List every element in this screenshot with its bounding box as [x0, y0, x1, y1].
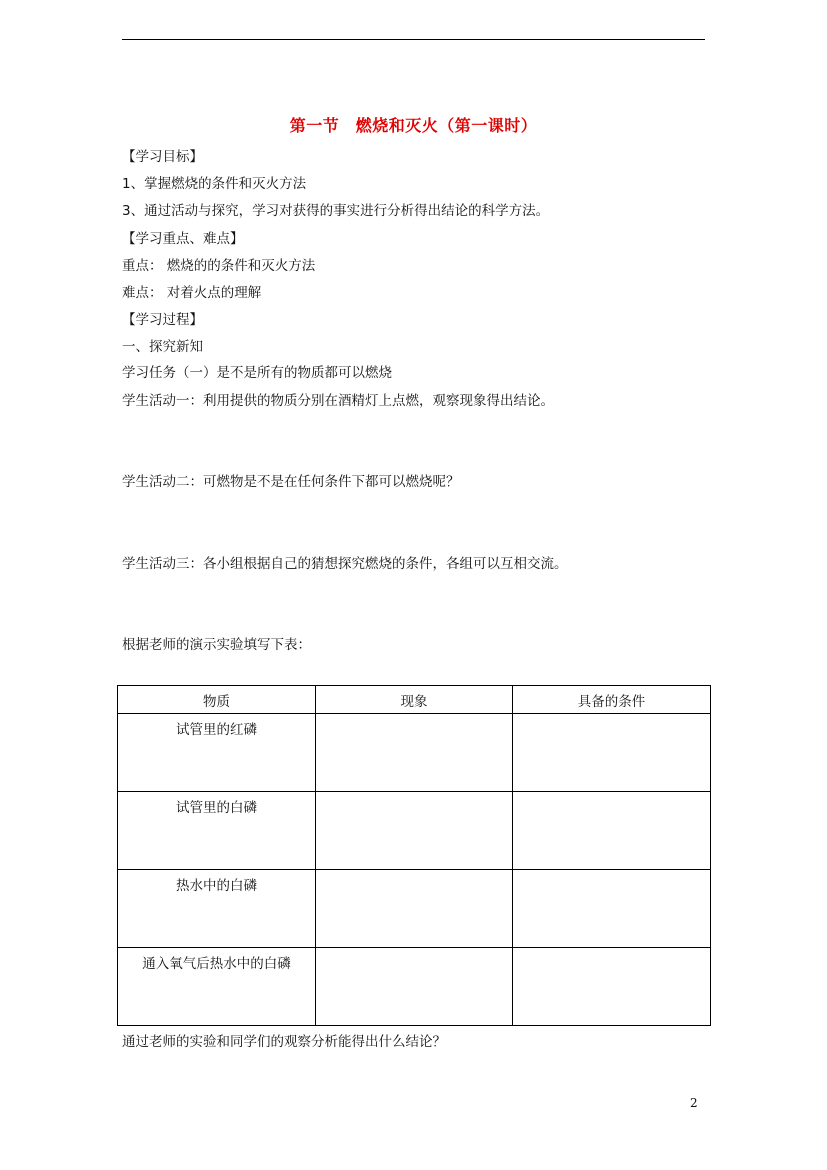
page-number: 2 — [690, 1096, 698, 1110]
header-substance: 物质 — [118, 686, 316, 714]
table-row — [118, 792, 711, 870]
table-cell-phenomenon — [316, 792, 513, 870]
key-heading: 【学习重点、难点】 — [122, 231, 244, 247]
goal-3: 3、通过活动与探究，学习对获得的事实进行分析得出结论的科学方法。 — [122, 203, 550, 219]
header-rule — [122, 39, 705, 40]
goal-1: 1、掌握燃烧的条件和灭火方法 — [122, 176, 307, 192]
table-cell-phenomenon — [316, 948, 513, 1026]
table-cell-substance: 试管里的白磷 — [118, 792, 316, 870]
activity-1: 学生活动一：利用提供的物质分别在酒精灯上点燃，观察现象得出结论。 — [122, 393, 554, 409]
activity-3: 学生活动三：各小组根据自己的猜想探究燃烧的条件，各组可以互相交流。 — [122, 556, 568, 572]
difficult-point: 难点： 对着火点的理解 — [122, 285, 262, 301]
table-cell-condition — [513, 870, 711, 948]
observation-table — [117, 685, 711, 1026]
key-point: 重点： 燃烧的的条件和灭火方法 — [122, 258, 316, 274]
table-cell-condition — [513, 948, 711, 1026]
process-heading: 【学习过程】 — [122, 312, 203, 328]
header-phenomenon: 现象 — [316, 686, 513, 714]
table-cell-phenomenon — [316, 714, 513, 792]
table-row — [118, 948, 711, 1026]
table-row — [118, 714, 711, 792]
table-cell-substance: 试管里的红磷 — [118, 714, 316, 792]
activity-2: 学生活动二：可燃物是不是在任何条件下都可以燃烧呢？ — [122, 474, 460, 490]
table-intro: 根据老师的演示实验填写下表： — [122, 637, 311, 653]
table-cell-condition — [513, 792, 711, 870]
explore-heading: 一、探究新知 — [122, 339, 203, 355]
table-cell-phenomenon — [316, 870, 513, 948]
table-header-row — [118, 686, 711, 714]
conclusion-question: 通过老师的实验和同学们的观察分析能得出什么结论？ — [122, 1034, 446, 1050]
task-1: 学习任务（一）是不是所有的物质都可以燃烧 — [122, 365, 392, 381]
page-title: 第一节 燃烧和灭火（第一课时） — [289, 116, 538, 135]
goals-heading: 【学习目标】 — [122, 149, 203, 165]
table-cell-condition — [513, 714, 711, 792]
table-cell-substance: 热水中的白磷 — [118, 870, 316, 948]
table-row — [118, 870, 711, 948]
table-cell-substance: 通入氧气后热水中的白磷 — [118, 948, 316, 1026]
header-condition: 具备的条件 — [513, 686, 711, 714]
